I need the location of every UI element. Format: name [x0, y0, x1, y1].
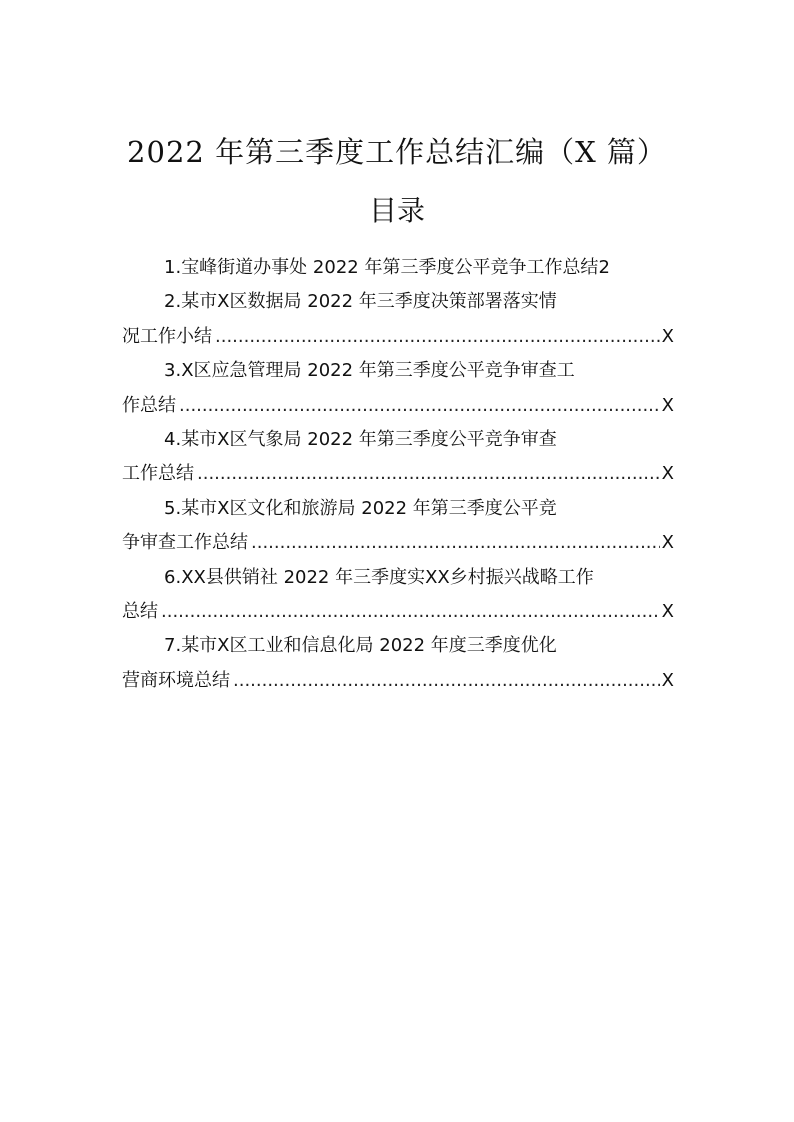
- toc-entry-line-continued: [122, 664, 674, 698]
- toc-entry-title-continued: 工作总结: [122, 463, 194, 485]
- toc-entry-title: 某市X区文化和旅游局 2022 年第三季度公平竞: [181, 497, 557, 519]
- toc-entry-number: 5.: [164, 497, 182, 519]
- toc-entry-page: X: [661, 394, 674, 416]
- toc-entry-line: [122, 629, 674, 663]
- toc-heading: 目录: [368, 194, 425, 227]
- document-title: 2022 年第三季度工作总结汇编（X 篇）: [127, 135, 667, 169]
- toc-entry-6[interactable]: [122, 561, 674, 630]
- toc-entry-number: 7.: [164, 635, 182, 657]
- toc-entry-page: X: [661, 669, 674, 691]
- toc-entry-1[interactable]: [122, 251, 674, 285]
- toc-entry-page: X: [661, 600, 674, 622]
- toc-entry-page: 2: [598, 257, 610, 278]
- toc-entry-title: 某市X区工业和信息化局 2022 年度三季度优化: [181, 635, 557, 657]
- toc-entry-title: X区应急管理局 2022 年第三季度公平竞争审查工: [181, 360, 575, 382]
- toc-entry-line: [122, 354, 674, 388]
- toc-entry-line: [122, 423, 674, 457]
- toc-entry-number: 2.: [164, 291, 182, 313]
- table-of-contents: [122, 251, 674, 698]
- toc-entry-line: [122, 561, 674, 595]
- toc-entry-title: XX县供销社 2022 年三季度实XX乡村振兴战略工作: [181, 566, 594, 588]
- toc-entry-title: 某市X区数据局 2022 年三季度决策部署落实情: [181, 291, 557, 313]
- dot-leader: [161, 595, 660, 629]
- toc-entry-4[interactable]: [122, 423, 674, 492]
- toc-entry-3[interactable]: [122, 354, 674, 423]
- toc-entry-title: 某市X区气象局 2022 年第三季度公平竞争审查: [181, 428, 557, 450]
- toc-entry-line-continued: [122, 457, 674, 491]
- toc-entry-number: 1.: [164, 257, 182, 278]
- toc-entry-title-continued: 营商环境总结: [122, 669, 230, 691]
- toc-entry-line: [122, 492, 674, 526]
- toc-entry-line-continued: [122, 595, 674, 629]
- toc-entry-title-continued: 争审查工作总结: [122, 532, 248, 554]
- toc-entry-number: 3.: [164, 360, 182, 382]
- dot-leader: [179, 389, 660, 423]
- toc-entry-line-continued: [122, 526, 674, 560]
- toc-entry-7[interactable]: [122, 629, 674, 698]
- toc-entry-line-continued: [122, 389, 674, 423]
- toc-entry-title-continued: 作总结: [122, 394, 176, 416]
- dot-leader: [215, 320, 660, 354]
- toc-entry-title: 宝峰街道办事处 2022 年第三季度公平竞争工作总结: [181, 257, 599, 278]
- toc-entry-number: 6.: [164, 566, 182, 588]
- toc-entry-line: [122, 285, 674, 319]
- toc-entry-line: [122, 251, 674, 285]
- toc-entry-page: X: [661, 532, 674, 554]
- dot-leader: [251, 526, 660, 560]
- toc-entry-page: X: [661, 463, 674, 485]
- toc-entry-title-continued: 总结: [122, 600, 158, 622]
- toc-entry-page: X: [661, 325, 674, 347]
- toc-entry-5[interactable]: [122, 492, 674, 561]
- dot-leader: [233, 664, 660, 698]
- toc-entry-title-continued: 况工作小结: [122, 325, 212, 347]
- toc-entry-number: 4.: [164, 428, 182, 450]
- dot-leader: [197, 457, 660, 491]
- toc-entry-line-continued: [122, 320, 674, 354]
- toc-entry-2[interactable]: [122, 285, 674, 354]
